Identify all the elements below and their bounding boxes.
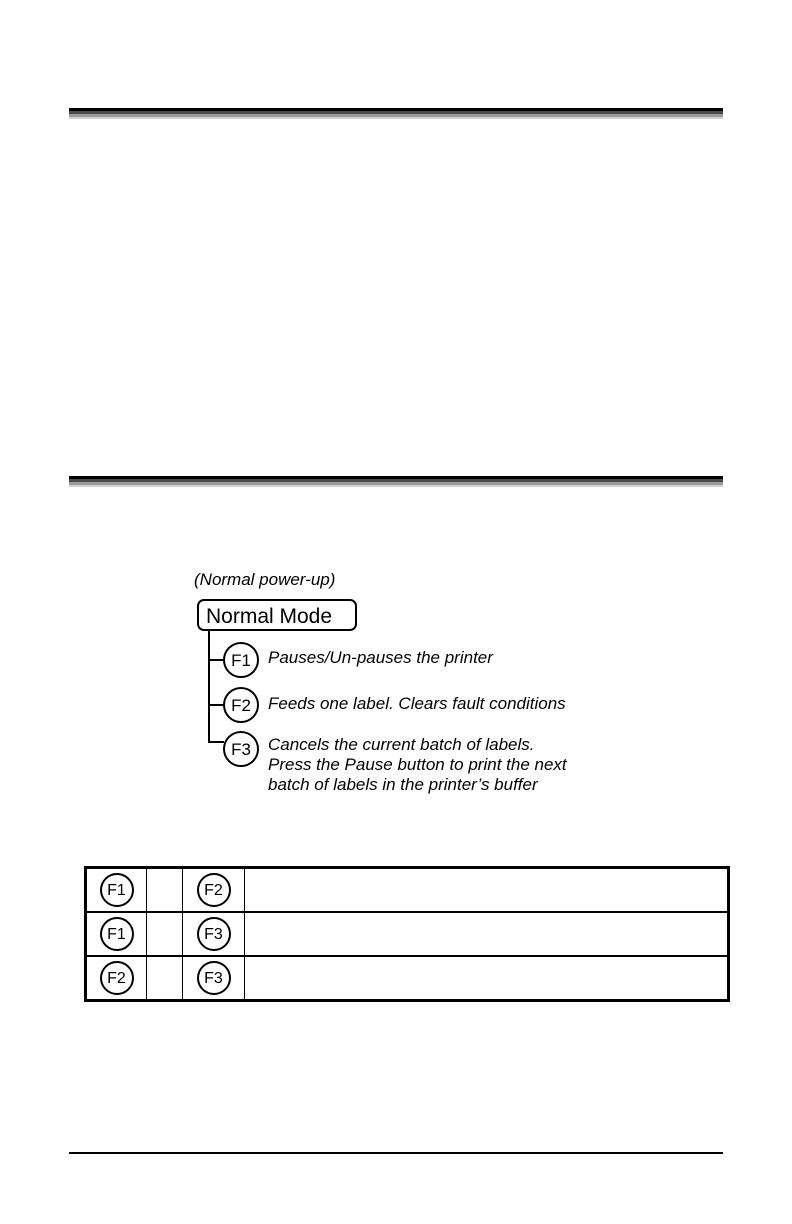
section-rule-top (69, 108, 723, 119)
f1-description: Pauses/Un-pauses the printer (268, 648, 493, 667)
f3-key-icon: F3 (223, 731, 259, 767)
key-combination-table (84, 866, 730, 1002)
f2-key-icon: F2 (197, 873, 231, 907)
f3-key-icon: F3 (197, 961, 231, 995)
tree-branch-f3 (208, 741, 224, 743)
footer-rule (69, 1152, 723, 1154)
f2-key-icon: F2 (100, 961, 134, 995)
table-row (86, 912, 729, 956)
diagram-caption: (Normal power-up) (194, 570, 336, 589)
tree-branch-f1 (208, 659, 224, 661)
f2-key-icon: F2 (223, 687, 259, 723)
f3-key-icon: F3 (197, 917, 231, 951)
normal-mode-box: Normal Mode (197, 599, 357, 631)
f1-key-icon: F1 (100, 873, 134, 907)
f2-description: Feeds one label. Clears fault conditions (268, 694, 566, 713)
tree-branch-f2 (208, 704, 224, 706)
table-row (86, 956, 729, 1001)
tree-connector (208, 631, 210, 742)
f1-key-icon: F1 (100, 917, 134, 951)
section-rule-middle (69, 476, 723, 487)
f1-key-icon: F1 (223, 642, 259, 678)
table-row (86, 868, 729, 913)
f3-description: Cancels the current batch of labels. Press the Pause button to print the next batch of labels in the printer’s buffer (268, 735, 567, 794)
